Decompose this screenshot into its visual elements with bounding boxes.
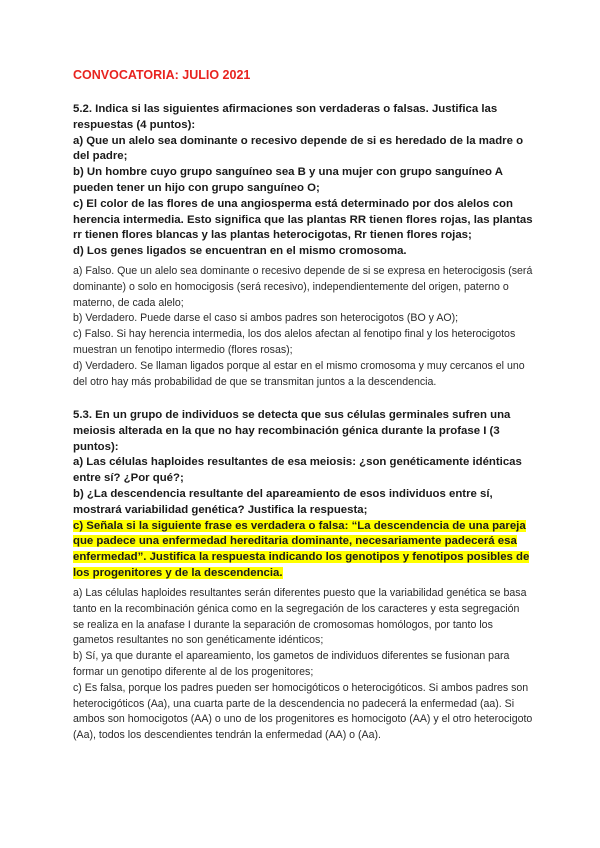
- answer-5-2: [73, 264, 533, 390]
- answer-5-3-item-b: b) Sí, ya que durante el apareamiento, los gametos de individuos diferentes se fusionan para formar un genotipo diferente al de los progenitores;: [73, 650, 510, 678]
- question-5-3-item-a: a) Las células haploides resultantes de esa meiosis: ¿son genéticamente idénticas entre sí? ¿Por qué?;: [73, 456, 522, 485]
- question-5-2-title: 5.2. Indica si las siguientes afirmaciones son verdaderas o falsas. Justifica las respuestas (4 puntos):: [73, 103, 498, 131]
- answer-5-3-item-a: a) Las células haploides resultantes serán diferentes puesto que la variabilidad genética se basa tanto en la recombinación génica como en la segregación de los caracteres y esta segregación se realiza en la anafase I durante la separación de cromosomas homólogos, por tanto los gametos resultantes no son genéticamente idénticos;: [73, 587, 527, 647]
- answer-5-2-item-a: a) Falso. Que un alelo sea dominante o recesivo depende de si se expresa en heterocigosis (será dominante) o solo en homocigosis (será recesivo), independientemente del origen, paterno o materno, de cada alelo;: [73, 265, 533, 309]
- answer-5-2-item-b: b) Verdadero. Puede darse el caso si ambos padres son heterocigotos (BO y AO);: [73, 312, 459, 325]
- answer-5-2-item-c: c) Falso. Si hay herencia intermedia, los dos alelos afectan al fenotipo final y los heterocigotos muestran un fenotipo intermedio (flores rosas);: [73, 328, 516, 356]
- question-5-2-item-b: b) Un hombre cuyo grupo sanguíneo sea B y una mujer con grupo sanguíneo A pueden tener un hijo con grupo sanguíneo O;: [73, 166, 503, 194]
- question-5-3-item-b: b) ¿La descendencia resultante del apareamiento de esos individuos entre sí, mostrará variabilidad genética? Justifica la respuesta;: [73, 487, 493, 516]
- answer-5-3: [73, 586, 533, 744]
- answer-5-2-item-d: d) Verdadero. Se llaman ligados porque al estar en el mismo cromosoma y muy cercanos el uno del otro hay más probabilidad de que se transmitan juntos a la descendencia.: [73, 359, 525, 388]
- answer-5-3-item-c: c) Es falsa, porque los padres pueden ser homocigóticos o heterocigóticos. Si ambos padres son heterocigóticos (Aa), una cuarta parte de la descendencia no padecerá la enfermedad (aa). Si ambos son homocigotos (AA) o uno de los progenitores es homocigoto (AA) y el otro heterocigoto (Aa), todos los descendientes tendrán la enfermedad (AA) o (Aa).: [73, 681, 533, 742]
- question-5-2-item-a: a) Que un alelo sea dominante o recesivo depende de si es heredado de la madre o del padre;: [73, 134, 524, 163]
- highlighted-text: c) Señala si la siguiente frase es verdadera o falsa: “La descendencia de una pareja que padece una enfermedad hereditaria dominante, necesariamente padecerá esa enfermedad”. Justifica la respuesta indicando los genotipos y fenotipos posibles de los progenitores y de la descendencia.: [73, 519, 530, 579]
- question-5-3-title: 5.3. En un grupo de individuos se detecta que sus células germinales sufren una meiosis alterada en la que no hay recombinación génica durante la profase I (3 puntos):: [73, 409, 511, 453]
- exam-session-heading: CONVOCATORIA: JULIO 2021: [73, 68, 251, 82]
- question-5-2-item-d: d) Los genes ligados se encuentran en el mismo cromosoma.: [73, 245, 407, 258]
- question-5-3-item-c: [73, 519, 533, 582]
- question-5-2: [73, 102, 533, 260]
- question-5-3: [73, 408, 533, 582]
- question-5-2-item-c: c) El color de las flores de una angiosperma está determinado por dos alelos con herencia intermedia. Esto significa que las plantas RR tienen flores rojas, las plantas rr tienen flores blancas y las plantas heterocigotas, Rr tienen flores rojas;: [73, 197, 533, 242]
